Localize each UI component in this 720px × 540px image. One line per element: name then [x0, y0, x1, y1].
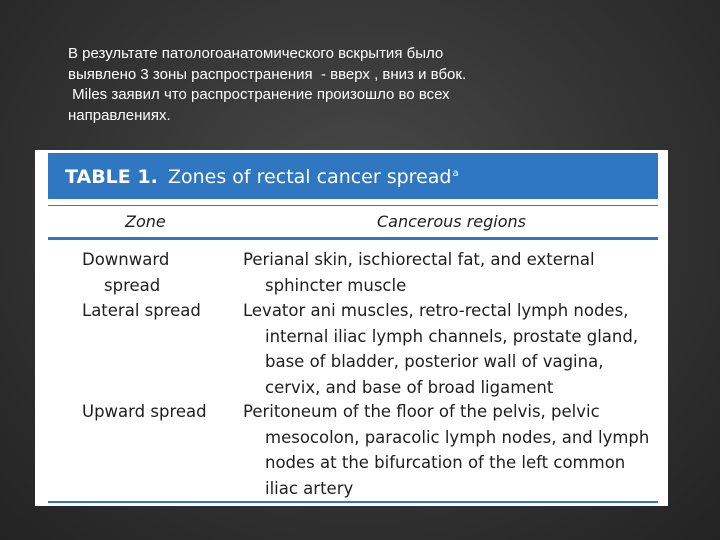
table-title-bar — [48, 153, 658, 199]
slide-intro-text — [68, 44, 668, 126]
table-image — [35, 150, 668, 506]
region-line: sphincter muscle — [265, 275, 407, 295]
row-regions-upward — [243, 399, 649, 501]
region-line: nodes at the bifurcation of the left common — [265, 453, 626, 472]
row-regions-lateral — [243, 298, 638, 400]
table-footnote-mark: a — [452, 167, 459, 179]
row-zone-upward — [82, 399, 207, 425]
zone-line: spread — [104, 275, 161, 295]
intro-line: В результате патологоанатомического вскрытия было — [68, 45, 444, 62]
header-top-rule — [48, 205, 658, 206]
region-line: iliac artery — [265, 478, 354, 498]
region-line: Peritoneum of the floor of the pelvis, pelvic — [243, 402, 600, 421]
region-line: base of bladder, posterior wall of vagina, — [265, 352, 604, 371]
table-number: TABLE 1. — [65, 166, 158, 188]
intro-line: выявлено 3 зоны распространения - вверх , вниз и вбок. — [68, 65, 467, 83]
intro-line: Miles заявил что распространение произошло во всех — [68, 86, 450, 103]
region-line: Levator ani muscles, retro-rectal lymph nodes, — [243, 301, 629, 320]
column-header-zone: Zone — [125, 212, 166, 231]
region-line: internal iliac lymph channels, prostate gland, — [265, 326, 639, 346]
intro-line: направлениях. — [68, 106, 171, 124]
row-regions-downward — [243, 247, 595, 298]
table-title-text: Zones of rectal cancer spread — [168, 166, 452, 188]
zone-line: Lateral spread — [82, 301, 201, 320]
region-line: mesocolon, paracolic lymph nodes, and lymph — [265, 427, 650, 447]
row-zone-lateral — [82, 298, 201, 324]
region-line: Perianal skin, ischiorectal fat, and external — [243, 250, 595, 269]
region-line: cervix, and base of broad ligament — [265, 377, 554, 397]
column-header-regions: Cancerous regions — [377, 212, 526, 231]
table-bottom-rule — [48, 501, 658, 503]
table-title — [168, 166, 459, 188]
header-bottom-rule — [48, 237, 658, 240]
row-zone-downward — [82, 247, 169, 298]
zone-line: Downward — [82, 250, 170, 269]
zone-line: Upward spread — [82, 402, 207, 421]
